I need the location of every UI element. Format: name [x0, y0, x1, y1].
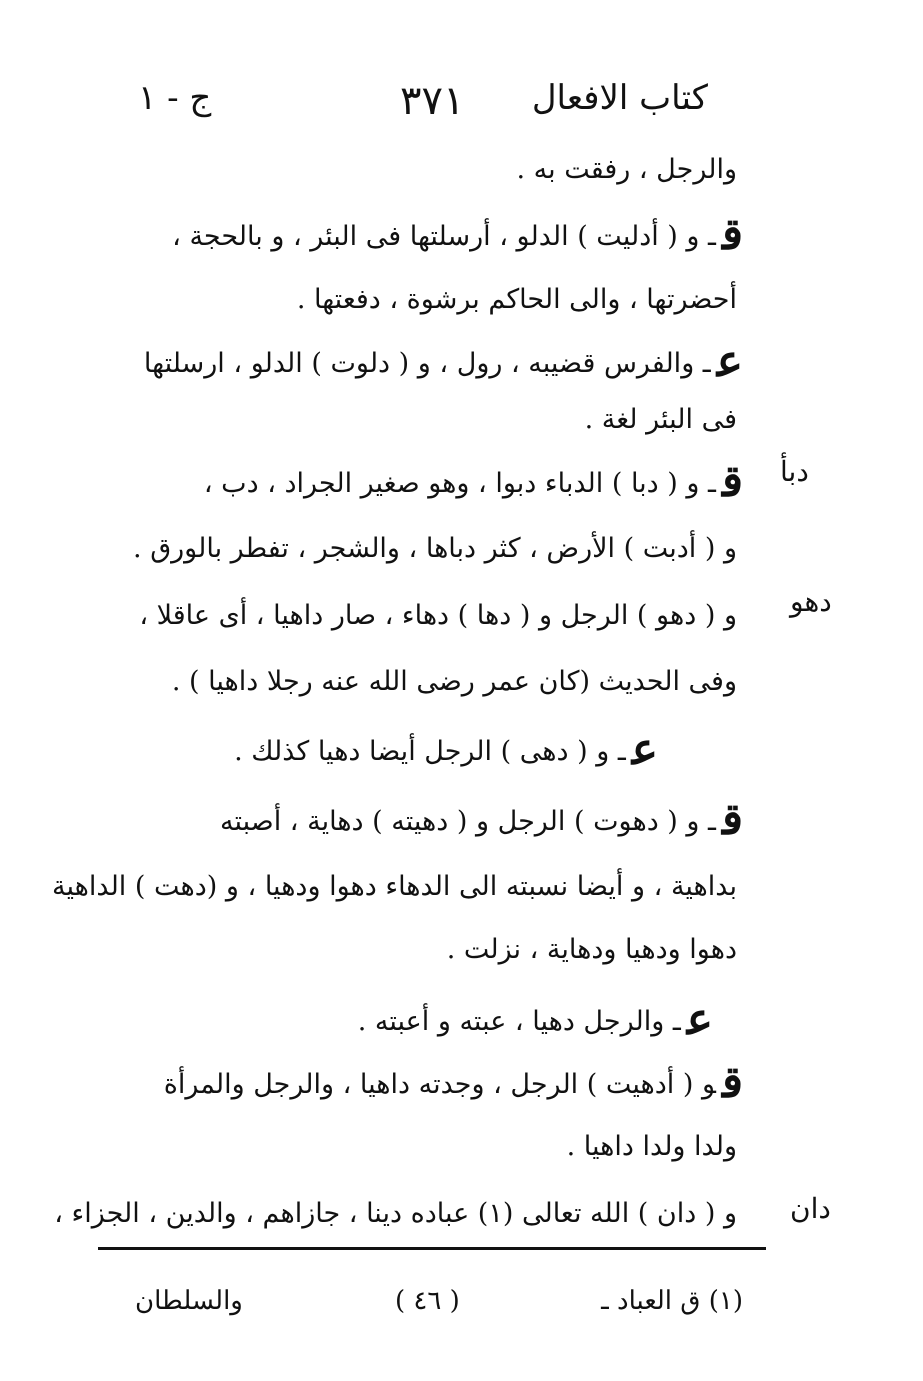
text-line: فى البئر لغة . [584, 404, 737, 435]
page-reference: ( ٤٦ ) [395, 1286, 460, 1316]
text-line: عـ والرجل دهيا ، عبته و أعبته . [357, 994, 713, 1045]
footnote-divider [98, 1247, 766, 1250]
text-line: قـ و ( دبا ) الدباء دبوا ، وهو صغير الجراد ، دب ، [203, 456, 743, 507]
text-line: بداهية ، و أيضا نسبته الى الدهاء دهوا ودهيا ، و (دهت ) الداهية [52, 871, 737, 902]
text-line: قـ و ( أدليت ) الدلو ، أرسلتها فى البئر ، و بالحجة ، [172, 209, 743, 260]
text-line: و ( أدبت ) الأرض ، كثر دباها ، والشجر ، تفطر بالورق . [133, 533, 737, 564]
text-line: عـ والفرس قضيبه ، رول ، و ( دلوت ) الدلو ، ارسلتها [143, 336, 743, 387]
margin-root-word: دان [790, 1192, 831, 1225]
text-line: و ( دان ) الله تعالى (١) عباده دينا ، جازاهم ، والدين ، الجزاء ، [54, 1198, 737, 1229]
margin-root-word: دبأ [780, 455, 809, 488]
text-line: ولدا ولدا داهيا . [566, 1131, 737, 1162]
text-line: وفى الحديث (كان عمر رضى الله عنه رجلا داهيا ) . [171, 666, 737, 697]
text-line: قـ و ( دهوت ) الرجل و ( دهيته ) دهاية ، أصبته [220, 794, 743, 845]
text-line: دهوا ودهيا ودهاية ، نزلت . [446, 934, 737, 965]
book-title: كتاب الافعال [531, 78, 708, 118]
text-line: والرجل ، رفقت به . [516, 154, 737, 185]
volume-label: ج - ١ [138, 78, 212, 118]
text-line: أحضرتها ، والى الحاكم برشوة ، دفعتها . [296, 284, 737, 315]
catchword: والسلطان [135, 1286, 243, 1316]
footnote: (١) ق العباد ـ [601, 1286, 743, 1316]
text-line: قو ( أدهيت ) الرجل ، وجدته داهيا ، والرجل والمرأة [163, 1057, 743, 1108]
page-number: ٣٧١ [400, 78, 465, 124]
margin-root-word: دهو [790, 585, 832, 618]
text-line: عـ و ( دهى ) الرجل أيضا دهيا كذلك . [234, 724, 658, 775]
text-line: و ( دهو ) الرجل و ( دها ) دهاء ، صار داهيا ، أى عاقلا ، [139, 600, 737, 631]
